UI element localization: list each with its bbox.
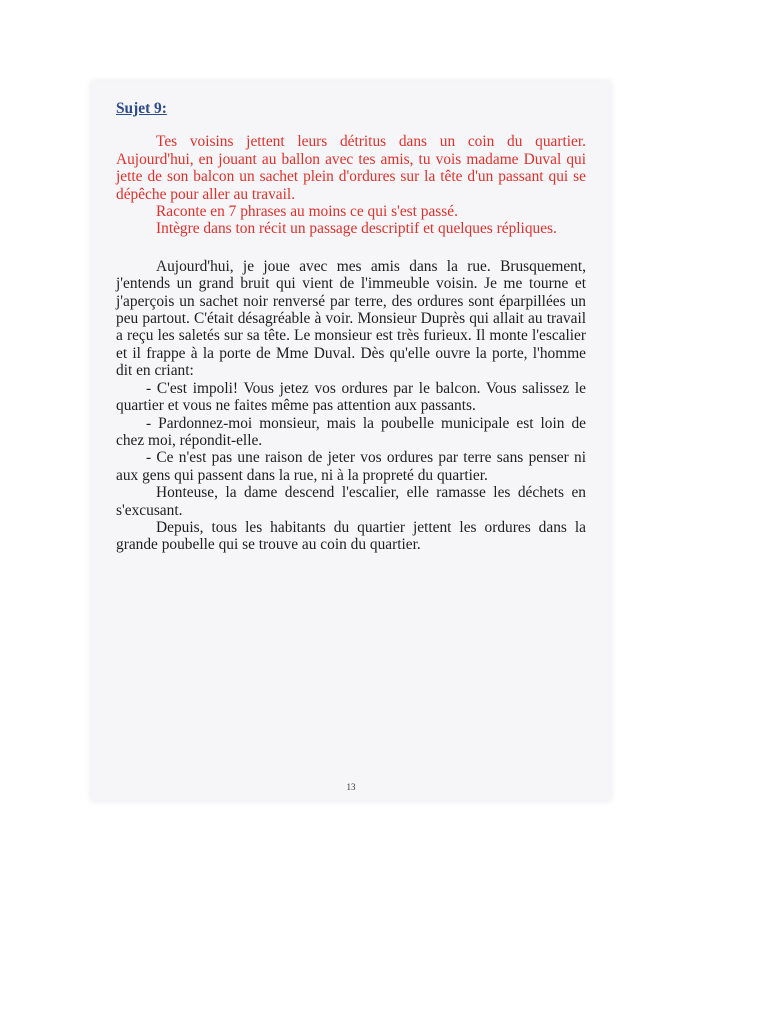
essay-dialogue-line: - C'est impoli! Vous jetez vos ordures par le balcon. Vous salissez le quartier et vous ne faites même pas attention aux passants. [116,379,586,415]
prompt-instruction: Intègre dans ton récit un passage descriptif et quelques répliques. [156,220,557,238]
essay-dialogue-line: - Pardonnez-moi monsieur, mais la poubelle municipale est loin de chez moi, répondit-elle. [116,414,586,449]
essay-paragraph: Depuis, tous les habitants du quartier jettent les ordures dans la grande poubelle qui se trouve au coin du quartier. [116,518,586,554]
essay-dialogue-line: - Ce n'est pas une raison de jeter vos ordures par terre sans penser ni aux gens qui passent dans la rue, ni à la propreté du quartier. [116,449,586,484]
essay-paragraph: Aujourd'hui, je joue avec mes amis dans la rue. Brusquement, j'entends un grand bruit qui vient de l'immeuble voisin. Je me tourne et j'aperçois un sachet noir renversé par terre, des ordures sont éparpillées un peu partout. C'était désagréable à voir. Monsieur Duprès qui allait au travail a reçu les saletés sur sa tête. Le monsieur est très furieux. Il monte l'escalier et il frappe à la porte de Mme Duval. Dès qu'elle ouvre la porte, l'homme dit en criant: [116,257,586,380]
page-number: 13 [346,782,356,792]
prompt-instruction: Raconte en 7 phrases au moins ce qui s'est passé. [156,203,458,221]
page-content [116,100,586,554]
document-page [92,82,610,800]
essay-body [116,258,586,554]
essay-paragraph: Honteuse, la dame descend l'escalier, elle ramasse les déchets en s'excusant. [116,484,586,519]
sujet-title: Sujet 9: [116,100,167,117]
prompt-paragraph: Tes voisins jettent leurs détritus dans un coin du quartier. Aujourd'hui, en jouant au ballon avec tes amis, tu vois madame Duval qui jette de son balcon un sachet plein d'ordures sur la tête d'un passant qui se dépêche pour aller au travail. [116,133,586,203]
assignment-prompt [116,133,586,237]
